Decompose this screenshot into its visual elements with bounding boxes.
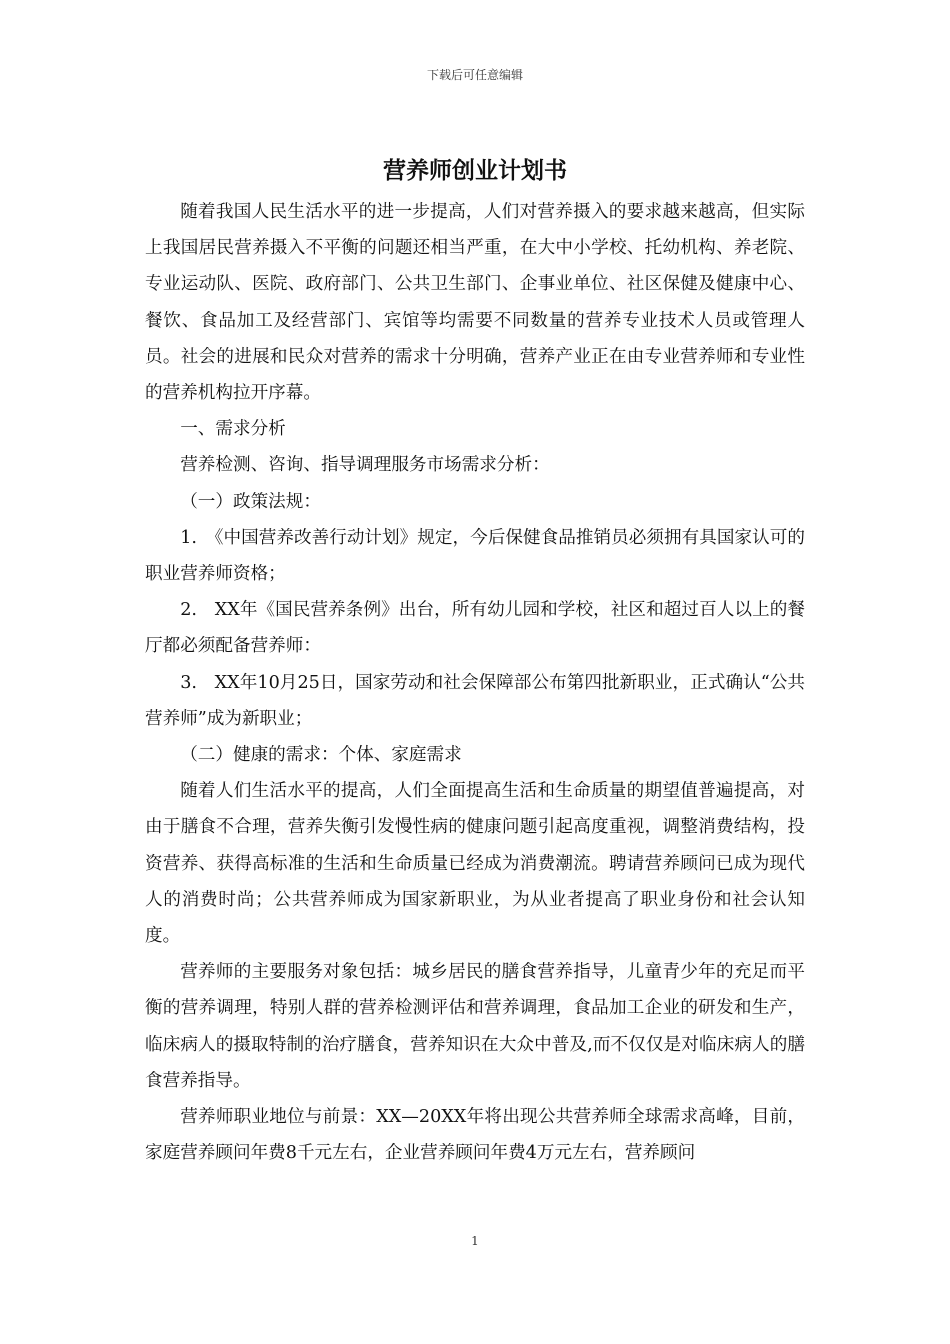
list-item-policy-2: 2. XX年《国民营养条例》出台，所有幼儿园和学校，社区和超过百人以上的餐厅都必须配备营养师： (145, 600, 805, 657)
section-heading-demand-analysis: 一、需求分析 (180, 419, 286, 440)
subheading-health-demand: （二）健康的需求：个体、家庭需求 (180, 745, 462, 766)
paragraph-service-targets: 营养师的主要服务对象包括：城乡居民的膳食营养指导，儿童青少年的充足而平衡的营养调理，特别人群的营养检测评估和营养调理，食品加工企业的研发和生产，临床病人的摄取特制的治疗膳食，营养知识在大众中普及,而不仅仅是对临床病人的膳食营养指导。 (145, 962, 805, 1091)
document-title: 营养师创业计划书 (383, 158, 567, 184)
list-item-policy-3: 3. XX年10月25日，国家劳动和社会保障部公布第四批新职业，正式确认“公共营养师”成为新职业； (145, 672, 805, 729)
page-number: 1 (471, 1234, 479, 1248)
paragraph-market-demand: 营养检测、咨询、指导调理服务市场需求分析： (180, 455, 550, 476)
document-body (145, 194, 805, 1171)
list-item-policy-1: 1. 《中国营养改善行动计划》规定，今后保健食品推销员必须拥有具国家认可的职业营养师资格； (145, 527, 805, 585)
page-header: 下载后可任意编辑 (426, 68, 523, 82)
paragraph-career-prospects: 营养师职业地位与前景：XX—20XX年将出现公共营养师全球需求高峰，目前，家庭营养顾问年费8千元左右，企业营养顾问年费4万元左右，营养顾问 (145, 1107, 805, 1164)
paragraph-health: 随着人们生活水平的提高，人们全面提高生活和生命质量的期望值普遍提高，对由于膳食不合理，营养失衡引发慢性病的健康问题引起高度重视，调整消费结构，投资营养、获得高标准的生活和生命质量已经成为消费潮流。聘请营养顾问已成为现代人的消费时尚；公共营养师成为国家新职业，为从业者提高了职业身份和社会认知度。 (145, 781, 805, 947)
paragraph-intro: 随着我国人民生活水平的进一步提高，人们对营养摄入的要求越来越高，但实际上我国居民营养摄入不平衡的问题还相当严重，在大中小学校、托幼机构、养老院、专业运动队、医院、政府部门、公共卫生部门、企事业单位、社区保健及健康中心、餐饮、食品加工及经营部门、宾馆等均需要不同数量的营养专业技术人员或管理人员。社会的进展和民众对营养的需求十分明确，营养产业正在由专业营养师和专业性的营养机构拉开序幕。 (145, 202, 805, 404)
subheading-policy: （一）政策法规： (180, 491, 321, 512)
